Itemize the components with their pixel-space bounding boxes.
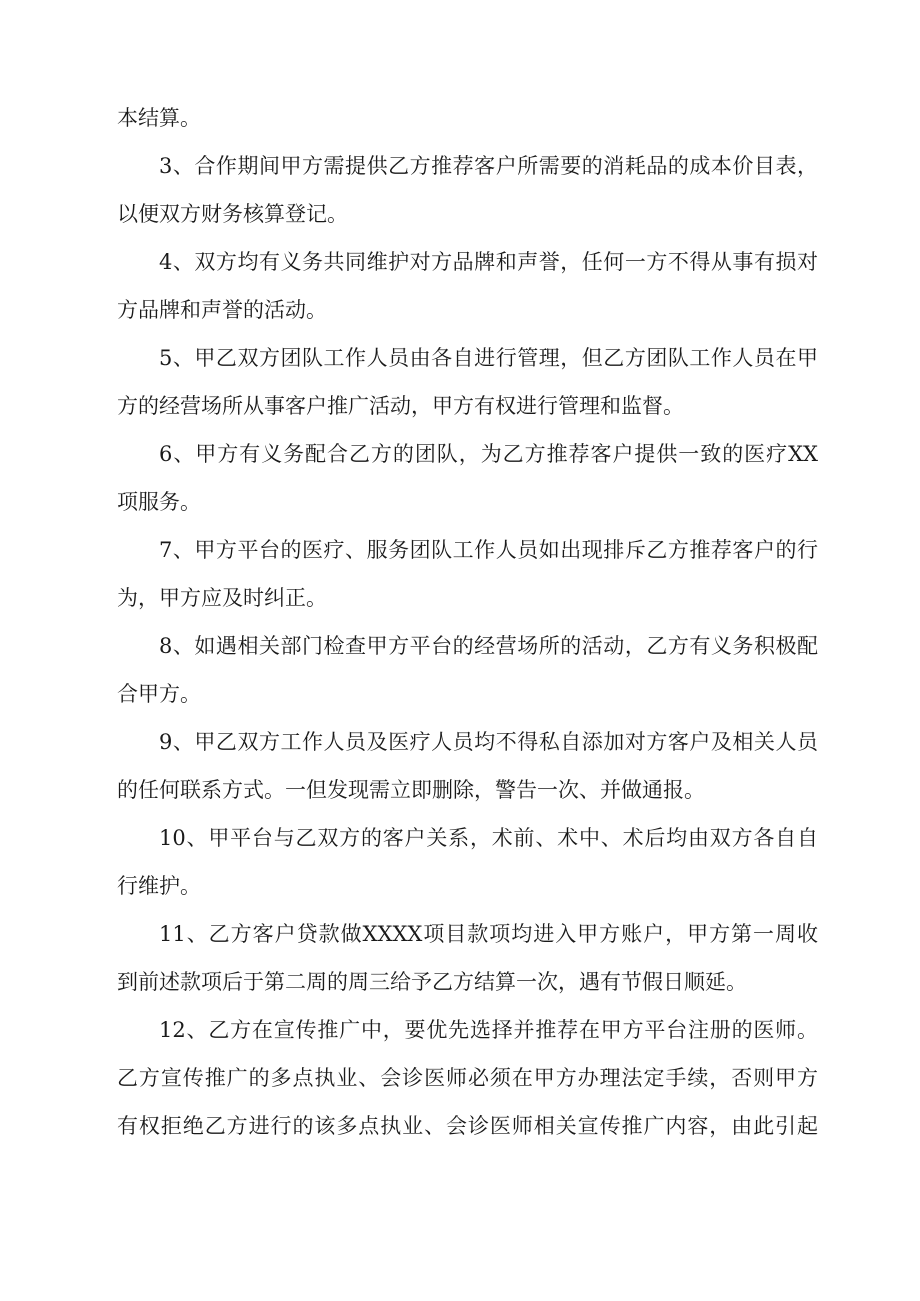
paragraph-11-line: 11、乙方客户贷款做XXXX项目款项均进入甲方账户，甲方第一周收 — [159, 922, 818, 946]
paragraph-8-line: 合甲方。 — [117, 682, 201, 706]
paragraph-6-line: 项服务。 — [117, 490, 201, 514]
paragraph-12-line: 12、乙方在宣传推广中，要优先选择并推荐在甲方平台注册的医师。 — [159, 1018, 818, 1042]
paragraph-9-line: 9、甲乙双方工作人员及医疗人员均不得私自添加对方客户及相关人员 — [159, 730, 818, 754]
paragraph-4-line: 4、双方均有义务共同维护对方品牌和声誉，任何一方不得从事有损对 — [159, 250, 818, 274]
paragraph-12-line: 乙方宣传推广的多点执业、会诊医师必须在甲方办理法定手续，否则甲方 — [117, 1066, 818, 1090]
paragraph-7-line: 7、甲方平台的医疗、服务团队工作人员如出现排斥乙方推荐客户的行 — [159, 538, 818, 562]
paragraph-5-line: 方的经营场所从事客户推广活动，甲方有权进行管理和监督。 — [117, 394, 684, 418]
paragraph-5-line: 5、甲乙双方团队工作人员由各自进行管理，但乙方团队工作人员在甲 — [159, 346, 818, 370]
paragraph-10-line: 行维护。 — [117, 874, 201, 898]
paragraph-7-line: 为，甲方应及时纠正。 — [117, 586, 327, 610]
paragraph-9-line: 的任何联系方式。一但发现需立即删除，警告一次、并做通报。 — [117, 778, 705, 802]
paragraph-3-line: 以便双方财务核算登记。 — [117, 202, 348, 226]
paragraph-6-line: 6、甲方有义务配合乙方的团队，为乙方推荐客户提供一致的医疗XX — [159, 442, 818, 466]
paragraph-3-line: 3、合作期间甲方需提供乙方推荐客户所需要的消耗品的成本价目表， — [159, 154, 818, 178]
paragraph-4-line: 方品牌和声誉的活动。 — [117, 298, 327, 322]
paragraph-12-line: 有权拒绝乙方进行的该多点执业、会诊医师相关宣传推广内容，由此引起 — [117, 1114, 818, 1138]
paragraph-11-line: 到前述款项后于第二周的周三给予乙方结算一次，遇有节假日顺延。 — [117, 970, 747, 994]
paragraph-8-line: 8、如遇相关部门检查甲方平台的经营场所的活动，乙方有义务积极配 — [159, 634, 818, 658]
paragraph-10-line: 10、甲平台与乙双方的客户关系，术前、术中、术后均由双方各自自 — [159, 826, 818, 850]
text-line: 本结算。 — [117, 106, 201, 130]
